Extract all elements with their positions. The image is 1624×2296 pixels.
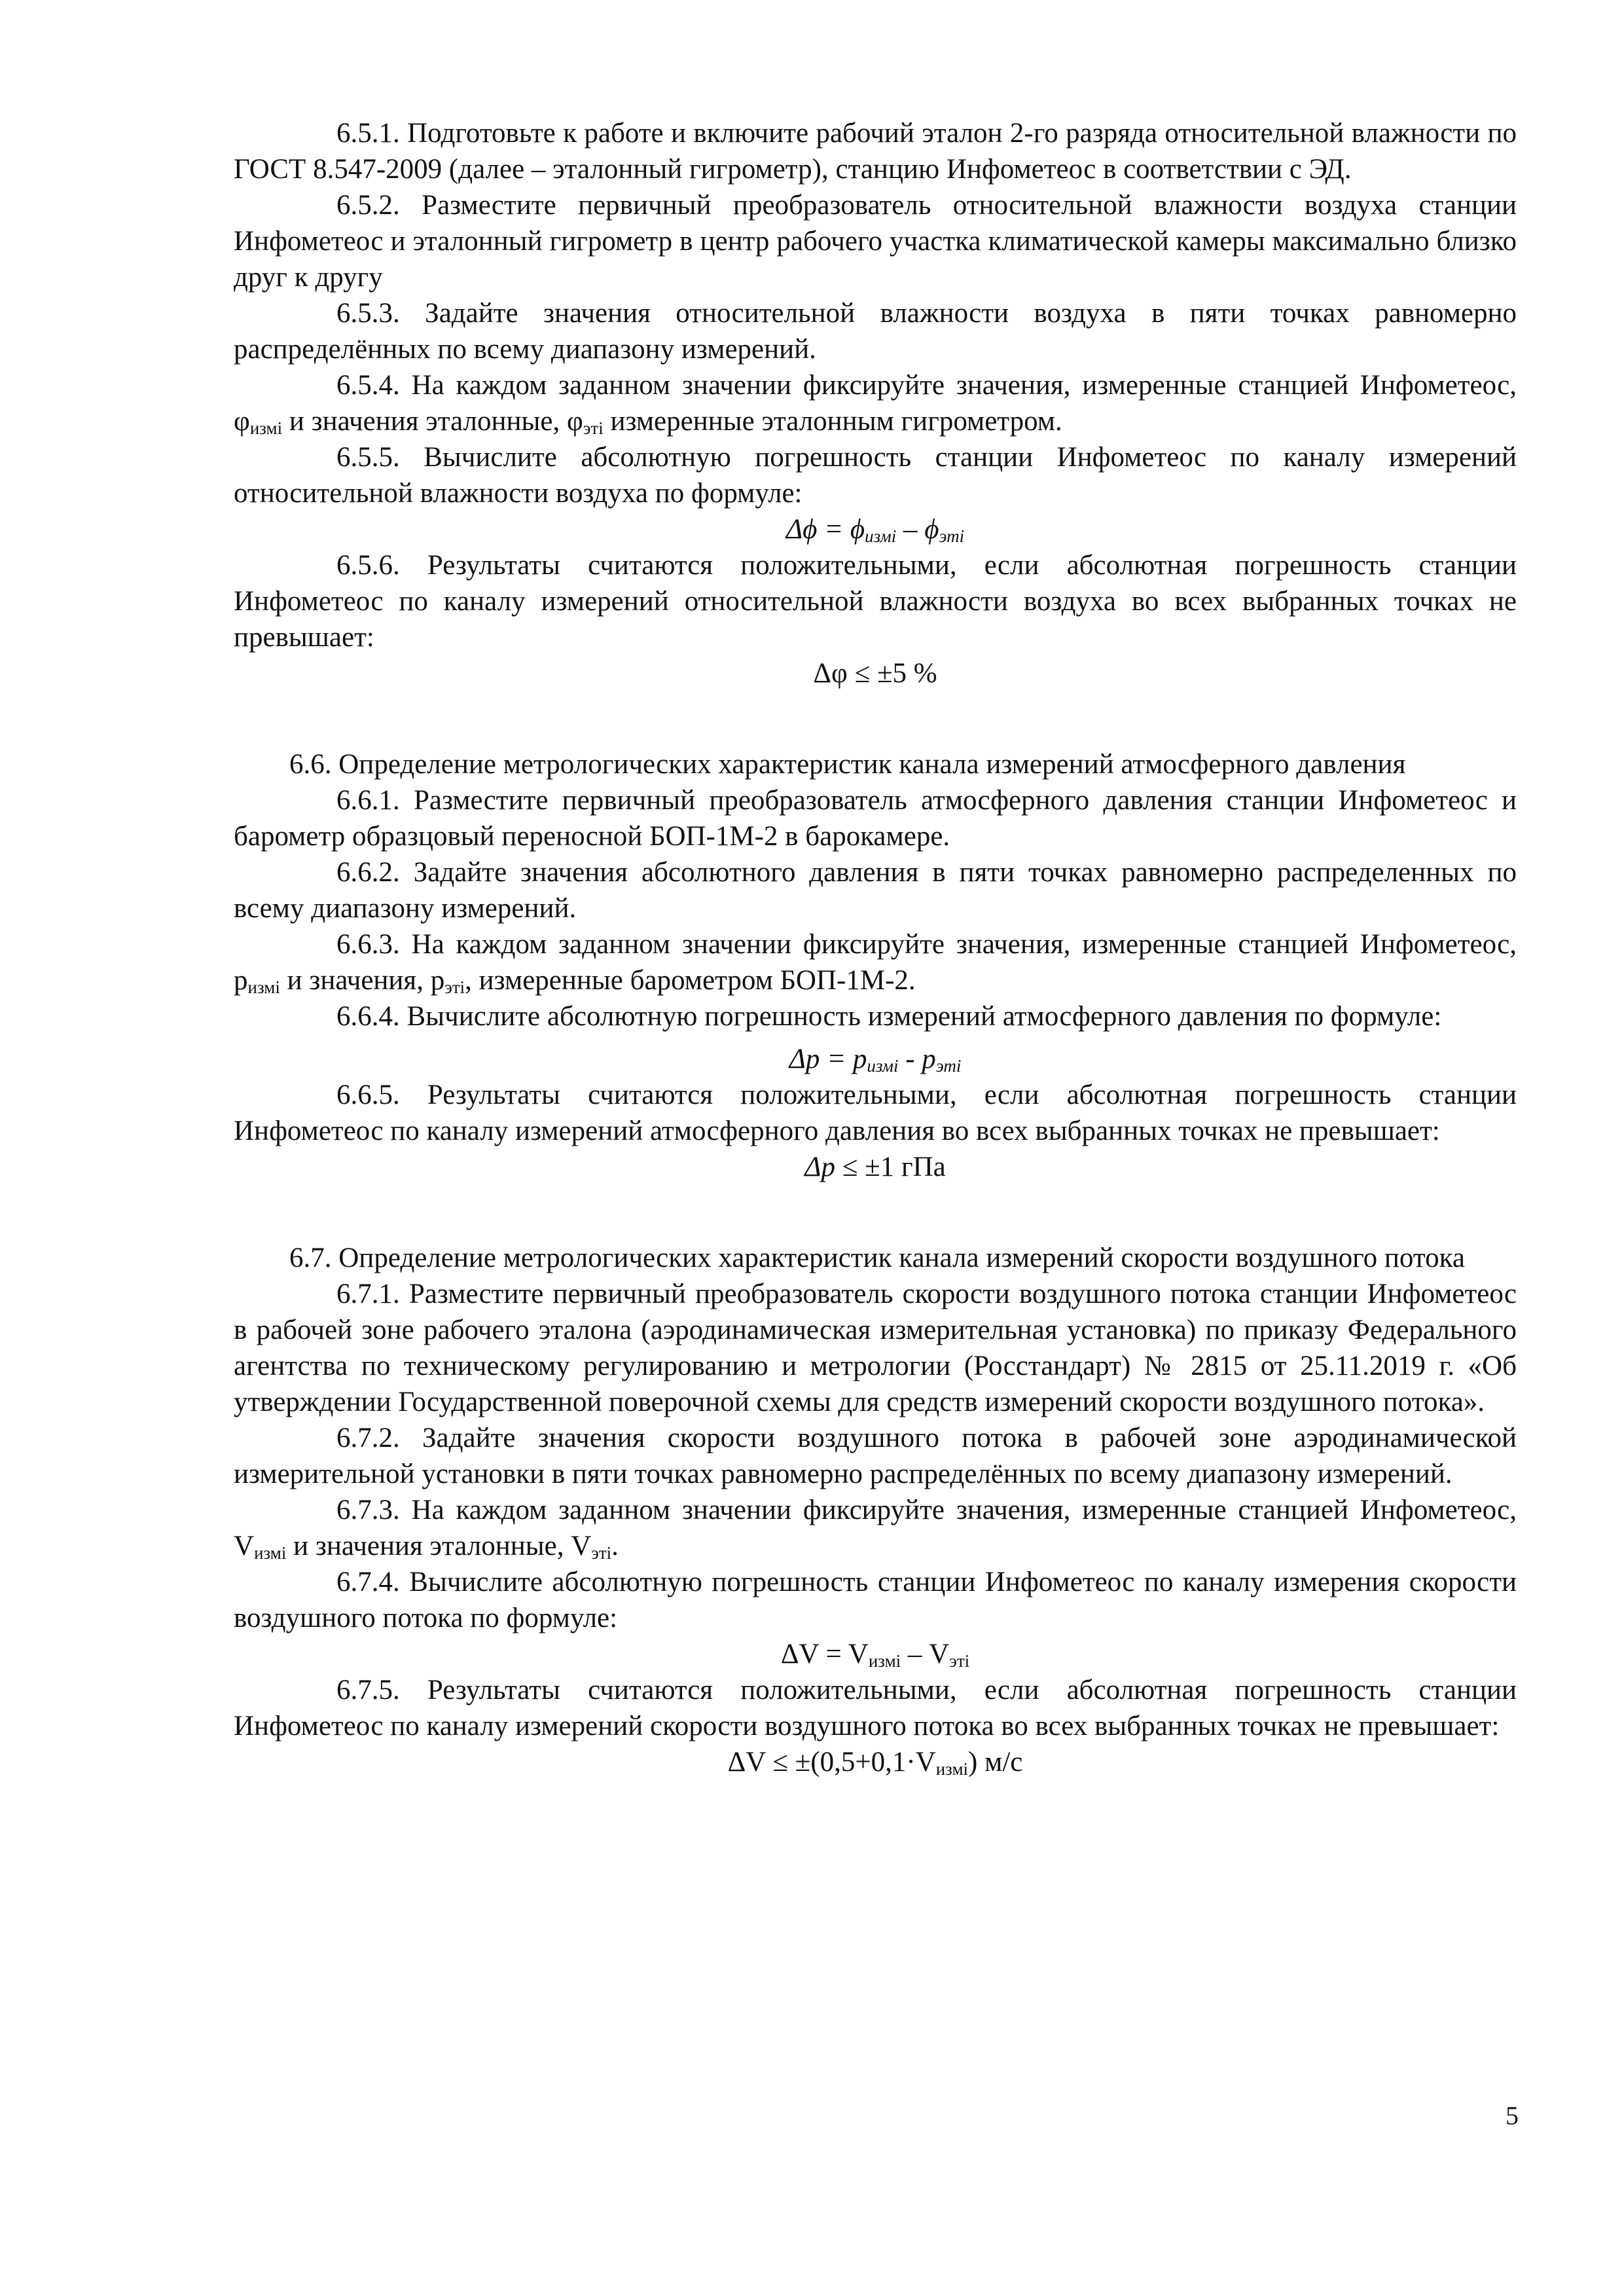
paragraph-6-7-1: 6.7.1. Разместите первичный преобразователь скорости воздушного потока станции Инфометеос в рабочей зоне рабочего эталона (аэродинамическая измерительная установка) по приказу Федерального агентства по техническому регулированию и метрологии (Росстандарт) № 2815 от 25.11.2019 г. «Об утверждении Государственной поверочной схемы для средств измерений скорости воздушного потока».	[234, 1279, 1517, 1417]
subscript: эті	[949, 1651, 970, 1671]
text-run: .	[611, 1531, 619, 1561]
text-run: 6.7.3. На каждом заданном значении фиксируйте значения, измеренные станцией Инфометеос, V	[234, 1495, 1517, 1561]
formula-pressure-limit	[234, 1149, 1517, 1185]
page-number: 5	[1506, 2101, 1519, 2130]
paragraph-6-6-4: 6.6.4. Вычислите абсолютную погрешность измерений атмосферного давления по формуле:	[336, 1001, 1442, 1032]
text-run: 6.6.3. На каждом заданном значении фиксируйте значения, измеренные станцией Инфометеос, p	[234, 929, 1517, 996]
subscript: измі	[867, 1056, 899, 1076]
formula-part: - p	[898, 1044, 936, 1074]
formula-part: ) м/с	[968, 1747, 1023, 1777]
text-run: измеренные эталонным гигрометром.	[603, 406, 1062, 437]
formula-part: ΔV = V	[780, 1639, 869, 1669]
paragraph-6-7-3	[234, 1492, 1517, 1564]
paragraph-6-5-3: 6.5.3. Задайте значения относительной влажности воздуха в пяти точках равномерно распределённых по всему диапазону измерений.	[234, 298, 1517, 365]
paragraph-6-5-6: 6.5.6. Результаты считаются положительными, если абсолютная погрешность станции Инфометеос по каналу измерений относительной влажности воздуха во всех выбранных точках не превышает:	[234, 550, 1517, 653]
page-content	[234, 115, 1517, 1780]
subscript: измі	[865, 526, 897, 546]
section-heading-6-7: 6.7. Определение метрологических характеристик канала измерений скорости воздушного потока	[289, 1243, 1465, 1273]
subscript: эті	[583, 418, 604, 438]
formula-humidity-limit: Δφ ≤ ±5 %	[813, 658, 937, 689]
section-heading-6-6: 6.6. Определение метрологических характеристик канала измерений атмосферного давления	[289, 749, 1406, 780]
text-run: и значения, p	[280, 965, 445, 996]
formula-part: ≤ ±1 гПа	[835, 1152, 946, 1182]
formula-part: – V	[901, 1639, 950, 1669]
paragraph-6-6-5: 6.6.5. Результаты считаются положительными, если абсолютная погрешность станции Инфометеос по каналу измерений атмосферного давления во всех выбранных точках не превышает:	[234, 1080, 1517, 1146]
paragraph-6-5-2: 6.5.2. Разместите первичный преобразователь относительной влажности воздуха станции Инфометеос и эталонный гигрометр в центр рабочего участка климатической камеры максимально близко друг к другу	[234, 190, 1517, 293]
subscript: измі	[254, 1543, 287, 1563]
subscript: измі	[247, 977, 280, 997]
formula-part: Δϕ = ϕ	[785, 514, 865, 545]
text-run: , измеренные барометром БОП-1М-2.	[465, 965, 916, 996]
paragraph-6-5-4	[234, 367, 1517, 439]
subscript: эті	[591, 1543, 612, 1563]
paragraph-6-5-5: 6.5.5. Вычислите абсолютную погрешность станции Инфометеос по каналу измерений относительной влажности воздуха по формуле:	[234, 442, 1517, 509]
text-run: и значения эталонные, φ	[282, 406, 583, 437]
subscript: измi	[249, 418, 283, 438]
paragraph-6-6-3	[234, 926, 1517, 998]
subscript: измі	[935, 1759, 969, 1779]
formula-airspeed-limit	[234, 1744, 1517, 1780]
subscript: эті	[935, 1056, 962, 1076]
subscript: эті	[939, 526, 965, 546]
formula-humidity-error	[234, 511, 1517, 547]
paragraph-6-7-4: 6.7.4. Вычислите абсолютную погрешность станции Инфометеос по каналу измерения скорости воздушного потока по формуле:	[234, 1567, 1517, 1633]
text-run: и значения эталонные, V	[286, 1531, 592, 1561]
paragraph-6-7-5: 6.7.5. Результаты считаются положительными, если абсолютная погрешность станции Инфометеос по каналу измерений скорости воздушного потока во всех выбранных точках не превышает:	[234, 1675, 1517, 1741]
text-run: 6.5.4. На каждом заданном значении фиксируйте значения, измеренные станцией Инфометеос, φ	[234, 370, 1517, 437]
subscript: эті	[444, 977, 465, 997]
paragraph-6-6-1: 6.6.1. Разместите первичный преобразователь атмосферного давления станции Инфометеос и барометр образцовый переносной БОП-1М-2 в барокамере.	[234, 785, 1517, 852]
formula-airspeed-error	[234, 1636, 1517, 1672]
formula-part: ΔV ≤ ±(0,5+0,1·V	[727, 1747, 936, 1777]
formula-part: Δp = p	[789, 1044, 867, 1074]
paragraph-6-5-1: 6.5.1. Подготовьте к работе и включите рабочий эталон 2-го разряда относительной влажности по ГОСТ 8.547-2009 (далее – эталонный гигрометр), станцию Инфометеос в соответствии с ЭД.	[234, 118, 1517, 185]
subscript: измі	[868, 1651, 901, 1671]
paragraph-6-6-2: 6.6.2. Задайте значения абсолютного давления в пяти точках равномерно распределенных по всему диапазону измерений.	[234, 857, 1517, 924]
paragraph-6-7-2: 6.7.2. Задайте значения скорости воздушного потока в рабочей зоне аэродинамической измерительной установки в пяти точках равномерно распределённых по всему диапазону измерений.	[234, 1423, 1517, 1489]
formula-symbol: Δp	[804, 1152, 835, 1182]
formula-pressure-error	[234, 1041, 1517, 1077]
formula-part: – ϕ	[896, 514, 939, 545]
